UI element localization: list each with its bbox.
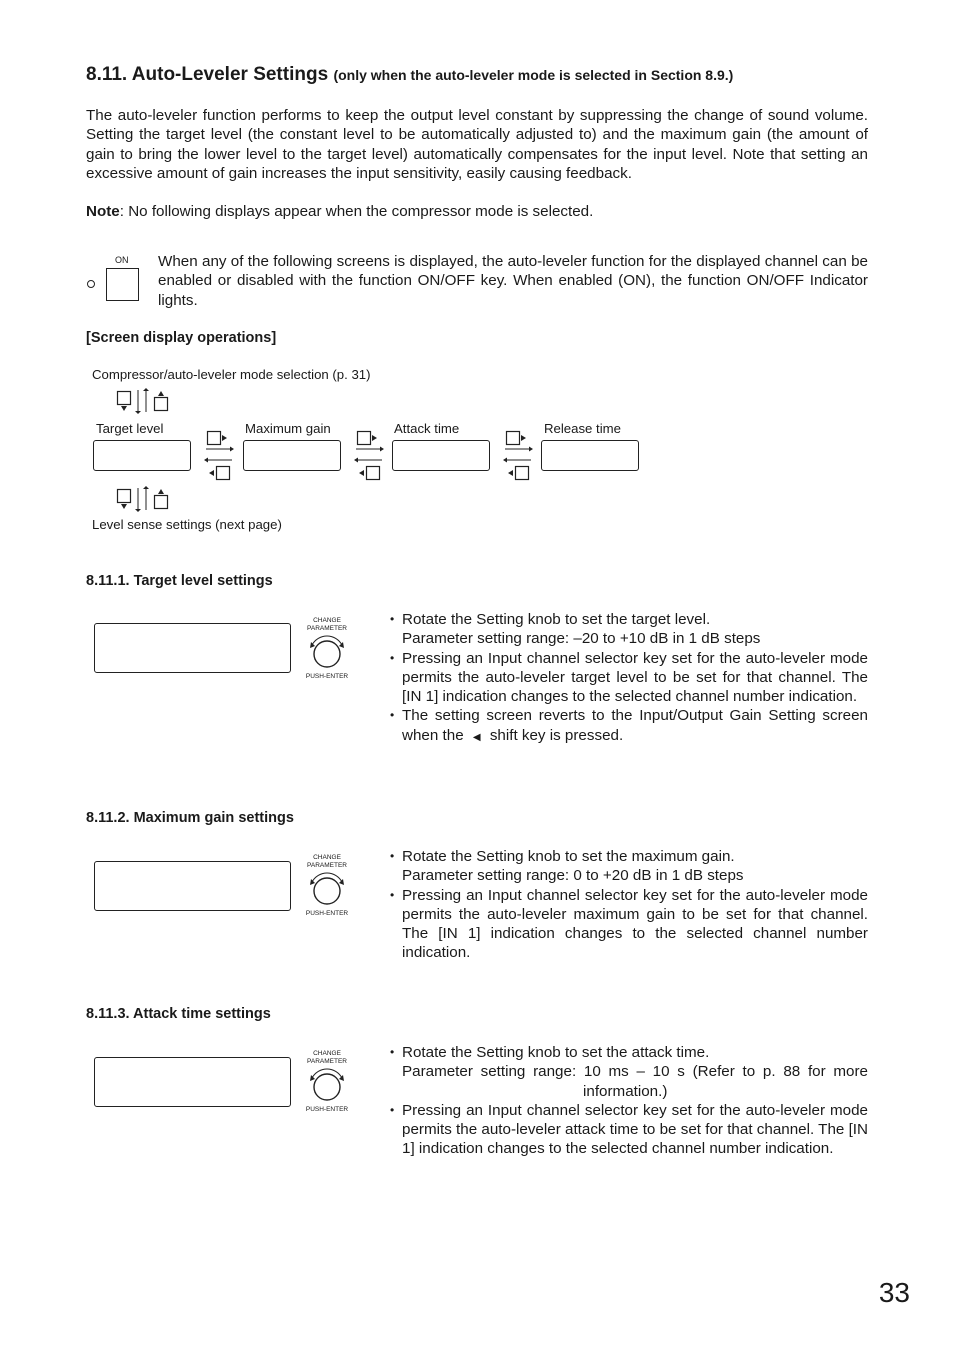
indicator-led-icon [87, 280, 95, 288]
bullet-item [389, 610, 868, 649]
left-shift-key-icon: ◀ [472, 731, 481, 743]
subsection-heading-max-gain: 8.11.2. Maximum gain settings [86, 810, 294, 826]
lcd-line-1 [97, 469, 190, 471]
lcd-line-1 [100, 908, 290, 911]
setting-knob-icon [307, 636, 347, 672]
setting-knob-icon [307, 873, 347, 909]
bullet-item: • Pressing an Input channel selector key set for the auto-leveler mode permits the auto-leveler maximum gain to be set for that channel. The [IN 1] indication changes to the selected channel number indication. [389, 886, 868, 963]
knob-top-label [297, 617, 357, 632]
screen-ops-heading: [Screen display operations] [86, 330, 277, 346]
shift-keys-icon [204, 430, 234, 482]
subsection-heading-target: 8.11.1. Target level settings [86, 573, 273, 589]
subsection-heading-attack: 8.11.3. Attack time settings [86, 1006, 271, 1022]
bullet-text: Rotate the Setting knob to set the maximum gain. [402, 848, 735, 865]
bullet-item: • Pressing an Input channel selector key set for the auto-leveler mode permits the auto-leveler target level to be set for that channel. The [IN 1] indication changes to the selected channel number indication. [389, 649, 868, 707]
knob-label-change: CHANGE [313, 617, 341, 624]
bullet-subtext: Parameter setting range: –20 to +10 dB in 1 dB steps [402, 630, 761, 648]
up-down-keys-icon [116, 388, 172, 414]
bullet-item [389, 847, 868, 886]
bullet-text: shift key is pressed. [489, 726, 624, 744]
knob-bottom-label: PUSH-ENTER [305, 1106, 349, 1113]
target-instructions [389, 610, 868, 747]
bullet-item [389, 1043, 868, 1101]
mode-selection-caption: Compressor/auto-leveler mode selection (p. 31) [92, 367, 371, 382]
note-paragraph [86, 202, 868, 221]
screen-label-max-gain: Maximum gain [245, 421, 331, 436]
note-text: : No following displays appear when the compressor mode is selected. [119, 203, 594, 220]
lcd-line-1 [545, 469, 638, 471]
knob-bottom-label: PUSH-ENTER [305, 910, 349, 917]
screen-label-attack: Attack time [394, 421, 460, 436]
intro-paragraph: The auto-leveler function performs to keep the output level constant by suppressing the change of sound volume. Setting the target level (the constant level to be automatically adjusted to) and the maximum gain (the amount of gain to bring the lower level to the target level) automatically compensates for the input level. Note that setting an excessive amount of gain increases the input sensitivity, easily causing feedback. [86, 107, 868, 182]
on-key-label: ON [115, 255, 129, 265]
knob-label-parameter: PARAMETER [307, 1057, 347, 1065]
screen-label-target: Target level [96, 421, 164, 436]
up-down-keys-icon [116, 486, 172, 512]
knob-label-parameter: PARAMETER [307, 624, 347, 632]
bullet-subtext: information.) [583, 1082, 668, 1100]
bullet-item: • Pressing an Input channel selector key set for the auto-leveler mode permits the auto-leveler attack time to be set for that channel. The [IN 1] indication changes to the selected channel number indication. [389, 1101, 868, 1159]
lcd-target-small [93, 440, 191, 471]
bullet-subtext: Parameter setting range: 0 to +20 dB in 1 dB steps [402, 867, 744, 885]
knob-label-change: CHANGE [313, 854, 341, 861]
section-qualifier: (only when the auto-leveler mode is selected in Section 8.9.) [333, 67, 734, 83]
lcd-max-gain-small [243, 440, 341, 471]
knob-label-parameter: PARAMETER [307, 861, 347, 869]
bullet-text: Rotate the Setting knob to set the attack time. [402, 1044, 710, 1061]
note-label: Note [86, 203, 120, 220]
screen-label-release: Release time [544, 421, 621, 436]
on-off-key-icon [106, 268, 139, 301]
setting-knob-icon [307, 1069, 347, 1105]
lcd-line-1 [247, 469, 340, 471]
bullet-text: The setting screen reverts to the Input/Output Gain Setting screen when the [402, 707, 868, 744]
attack-instructions [389, 1043, 868, 1159]
lcd-line-1 [100, 1104, 290, 1107]
lcd-line-1 [100, 670, 290, 673]
lcd-release-small [541, 440, 639, 471]
lcd-max-gain [94, 861, 291, 911]
lcd-line-1 [396, 469, 489, 471]
knob-label-change: CHANGE [313, 1050, 341, 1057]
level-sense-caption: Level sense settings (next page) [92, 517, 282, 532]
shift-keys-icon [503, 430, 533, 482]
section-title: 8.11. Auto-Leveler Settings [86, 64, 329, 85]
lcd-attack-small [392, 440, 490, 471]
lcd-attack [94, 1057, 291, 1107]
knob-top-label [297, 854, 357, 869]
on-key-text: When any of the following screens is displayed, the auto-leveler function for the displayed channel can be enabled or disabled with the function ON/OFF key. When enabled (ON), the function ON/OFF Indicator lights. [158, 253, 868, 309]
bullet-text: Rotate the Setting knob to set the target level. [402, 611, 711, 628]
knob-top-label [297, 1050, 357, 1065]
section-heading [86, 64, 733, 86]
lcd-target [94, 623, 291, 673]
max-gain-instructions [389, 847, 868, 963]
knob-bottom-label: PUSH-ENTER [305, 673, 349, 680]
bullet-subtext: Parameter setting range: 10 ms – 10 s (Refer to p. 88 for more [402, 1063, 868, 1081]
bullet-item [389, 706, 868, 747]
page-number: 33 [878, 1277, 910, 1308]
shift-keys-icon [354, 430, 384, 482]
